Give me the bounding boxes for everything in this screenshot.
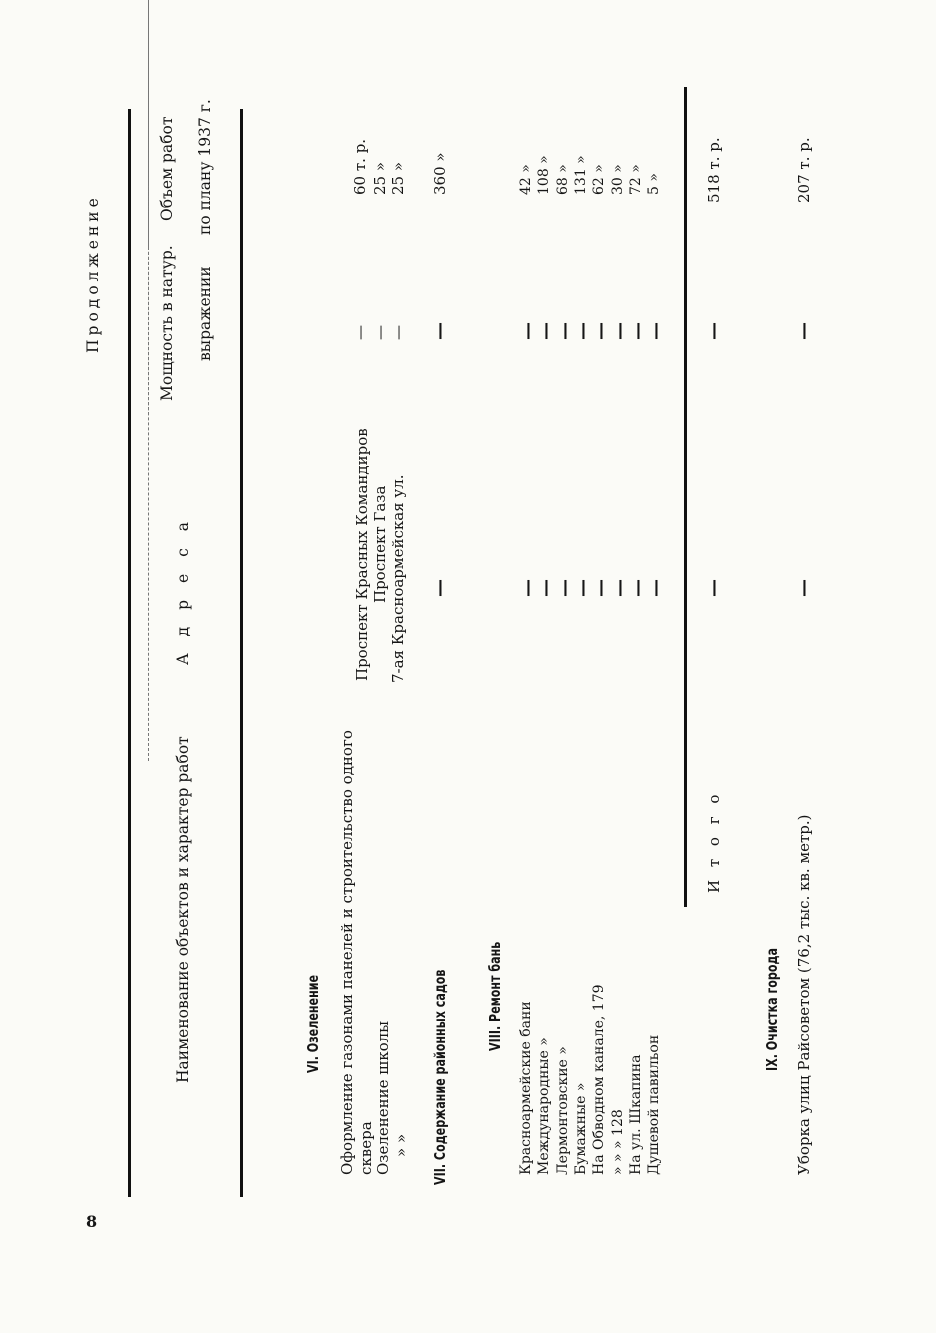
page-number: 8 (86, 1212, 98, 1231)
s8-row-volume: 131 » (572, 155, 589, 195)
s9-address: — (793, 579, 814, 597)
column-divider-capacity-volume (148, 0, 149, 247)
s9-volume: 207 т. р. (795, 137, 813, 203)
section-8-title: VIII. Ремонт бань (486, 941, 504, 1051)
s8-row-volume: 42 » (518, 164, 534, 195)
s8-row-volume: 108 » (536, 155, 553, 195)
s6-row3-capacity: — (389, 325, 407, 340)
section-9-title: IX. Очистка города (763, 948, 781, 1071)
s6-row1-address: Проспект Красных Командиров (353, 428, 371, 681)
s8-row-name: Лермонтовские » (554, 1046, 571, 1175)
s6-row1-capacity: — (351, 325, 369, 340)
header-volume-line1: Объем работ (158, 116, 176, 221)
s6-row2-address: Проспект Газа (371, 485, 389, 603)
table-header-rule (240, 109, 243, 1197)
s8-row-capacity: — (571, 322, 593, 340)
s8-row-capacity: — (535, 322, 557, 340)
s8-row-address: — (608, 579, 630, 597)
total-capacity: — (703, 322, 724, 340)
section-6-title: VI. Озеленение (304, 974, 322, 1073)
s6-row2-capacity: — (371, 325, 389, 340)
s6-row1-name-b: сквера (357, 1121, 375, 1175)
s6-row3-address: 7-ая Красноармейская ул. (389, 474, 407, 683)
s6-row1-name-a: Оформление газонами панелей и строительство одного (338, 730, 356, 1175)
s8-row-name: Бумажные » (572, 1082, 589, 1175)
s8-row-address: — (571, 579, 593, 597)
s6-row3-volume: 25 » (389, 161, 407, 195)
header-volume-line2: по плану 1937 г. (196, 99, 214, 235)
s8-row-address: — (590, 579, 612, 597)
s8-row-name: Международные » (536, 1037, 553, 1175)
s6-row2-name: Озеленение школы (374, 1020, 392, 1175)
s8-row-volume: 5 » (646, 173, 663, 195)
s8-row-volume: 62 » (591, 164, 608, 195)
s8-row-name: На ул. Шкапина (627, 1054, 644, 1175)
s8-row-address: — (535, 579, 557, 597)
s8-row-capacity: — (645, 322, 667, 340)
s8-row-name: » » » 128 (609, 1109, 626, 1175)
s8-row-volume: 68 » (554, 164, 571, 195)
s8-row-capacity: — (517, 322, 538, 340)
total-label: И т о г о (705, 790, 723, 893)
s7-address: — (429, 579, 450, 597)
s6-row1-volume: 60 т. р. (351, 138, 369, 195)
s8-row-address: — (645, 579, 667, 597)
s8-row-name: Красноармейские бани (518, 1001, 534, 1175)
s8-row-capacity: — (626, 322, 648, 340)
s9-row-name: Уборка улиц Райсоветом (76,2 тыс. кв. метр.) (795, 814, 813, 1175)
s8-row-capacity: — (553, 322, 575, 340)
s7-volume: 360 » (431, 152, 449, 195)
header-address: А д р е с а (174, 516, 192, 665)
s8-row-capacity: — (608, 322, 630, 340)
total-volume: 518 т. р. (705, 137, 723, 203)
s9-capacity: — (793, 322, 814, 340)
s6-row3-name: » » (392, 1133, 410, 1157)
s8-row-volume: 72 » (627, 164, 644, 195)
s8-row-name: На Обводном канале, 179 (591, 984, 608, 1175)
header-capacity-line2: выражении (196, 266, 214, 361)
total-separator-rule (684, 87, 687, 907)
s8-row-volume: 30 » (609, 164, 626, 195)
s8-row-address: — (553, 579, 575, 597)
s8-row-address: — (517, 579, 538, 597)
s8-row-name: Душевой павильон (646, 1034, 663, 1175)
section-7-title: VII. Содержание районных садов (431, 969, 449, 1185)
table-top-rule (128, 109, 131, 1197)
header-capacity-line1: Мощность в натур. (158, 245, 176, 401)
s8-row-address: — (626, 579, 648, 597)
s6-row2-volume: 25 » (371, 161, 389, 195)
s8-row-capacity: — (590, 322, 612, 340)
total-address: — (703, 579, 724, 597)
continuation-label: Продолжение (84, 194, 102, 353)
s7-capacity: — (429, 322, 450, 340)
header-name: Наименование объектов и характер работ (174, 736, 192, 1083)
